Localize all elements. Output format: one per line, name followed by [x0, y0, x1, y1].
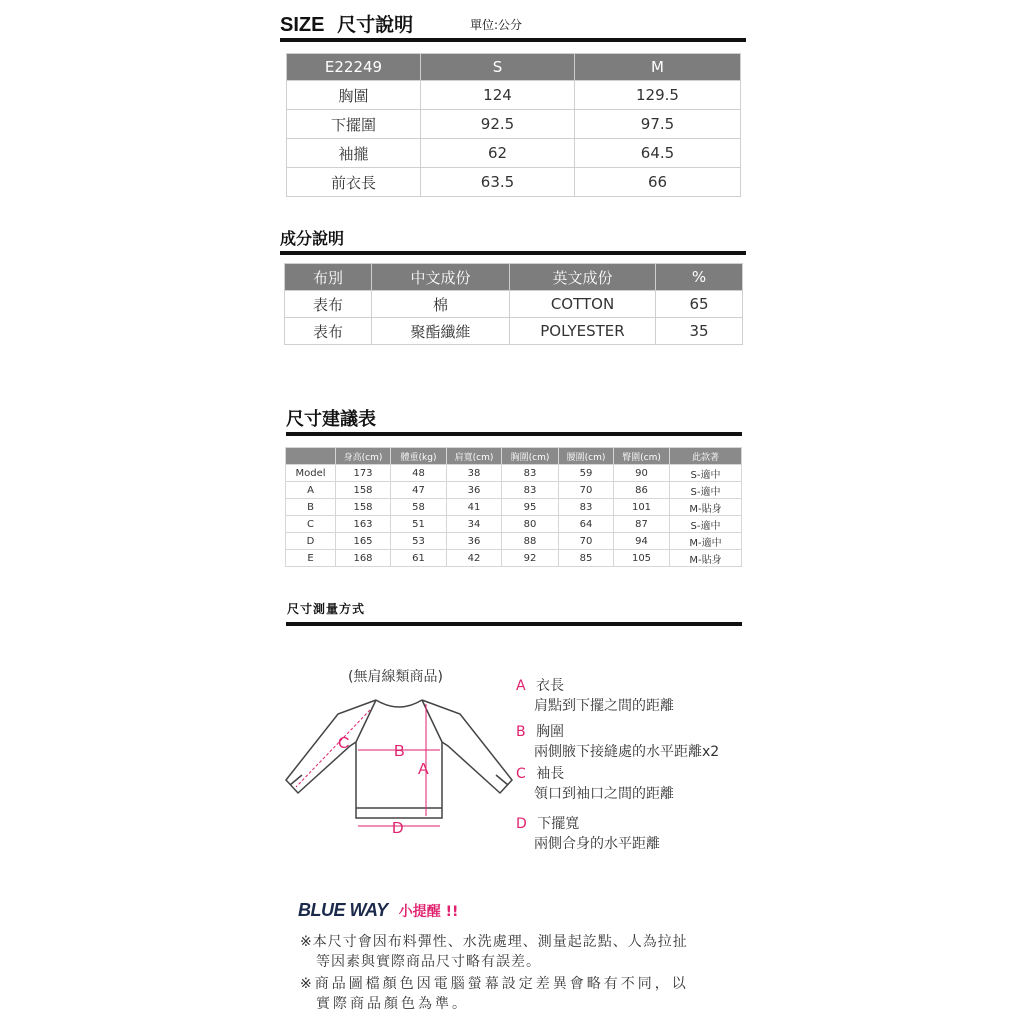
recommend-table-header-cell: 身高(cm)	[336, 448, 391, 465]
recommend-table-cell: 94	[614, 533, 670, 550]
recommend-table-cell: M-適中	[670, 533, 742, 550]
recommend-table-header	[286, 448, 742, 465]
recommend-table-cell: 101	[614, 499, 670, 516]
legend-desc: 肩點到下擺之間的距離	[534, 698, 674, 714]
recommend-table-row	[286, 499, 742, 516]
legend-desc: 兩側合身的水平距離	[534, 836, 660, 852]
recommend-table-row	[286, 482, 742, 499]
size-table-row	[287, 81, 741, 110]
recommend-table-header-cell: 腰圍(cm)	[559, 448, 614, 465]
legend-letter: C	[516, 766, 526, 782]
size-table-cell: 下擺圍	[287, 110, 421, 139]
size-title-en: SIZE	[280, 14, 325, 36]
size-unit: 單位:公分	[470, 18, 523, 32]
recommend-table-cell: 58	[391, 499, 447, 516]
recommend-title: 尺寸建議表	[286, 409, 376, 430]
legend-name: 衣長	[536, 678, 565, 694]
legend-item-d	[516, 814, 660, 854]
recommend-table	[285, 447, 742, 567]
size-table-row	[287, 139, 741, 168]
reminder-header	[298, 900, 458, 921]
recommend-table-cell: 173	[336, 465, 391, 482]
recommend-table-cell: 36	[447, 482, 502, 499]
brand-logo: BLUE WAY	[298, 900, 388, 920]
size-table-cell: 92.5	[421, 110, 575, 139]
reminder-note-1	[300, 932, 688, 972]
recommend-table-cell: 48	[391, 465, 447, 482]
diagram-label-d: D	[392, 820, 404, 837]
recommend-table-cell: 158	[336, 499, 391, 516]
legend-letter: A	[516, 678, 526, 694]
composition-table-cell: COTTON	[510, 291, 656, 318]
legend-name: 下擺寬	[537, 816, 580, 832]
recommend-table-cell: 90	[614, 465, 670, 482]
recommend-table-header-cell: 此款著	[670, 448, 742, 465]
composition-table-cell: 棉	[372, 291, 510, 318]
diagram-label-a: A	[418, 761, 429, 778]
recommend-table-cell: 83	[502, 482, 559, 499]
recommend-table-cell: E	[286, 550, 336, 567]
legend-name: 胸圍	[536, 724, 565, 740]
sweater-diagram	[276, 690, 516, 840]
composition-table-header	[285, 264, 743, 291]
composition-table	[284, 263, 743, 345]
size-table-cell: 胸圍	[287, 81, 421, 110]
recommend-table-cell: 53	[391, 533, 447, 550]
note-1-line-1: ※本尺寸會因布料彈性、水洗處理、測量起訖點、人為拉扯	[300, 934, 688, 950]
legend-letter: B	[516, 724, 526, 740]
recommend-table-cell: S-適中	[670, 465, 742, 482]
diagram-caption: (無肩線類商品)	[348, 669, 443, 685]
reminder-note-2	[300, 974, 689, 1014]
recommend-table-cell: M-貼身	[670, 499, 742, 516]
size-table-header	[287, 54, 741, 81]
recommend-table-header-cell: 肩寬(cm)	[447, 448, 502, 465]
size-title	[280, 10, 413, 37]
recommend-table-cell: 165	[336, 533, 391, 550]
legend-item-a	[516, 676, 674, 716]
composition-table-header-cell: 布別	[285, 264, 372, 291]
composition-table-cell: 表布	[285, 291, 372, 318]
diagram-label-b: B	[394, 743, 405, 760]
composition-table-cell: 65	[656, 291, 743, 318]
recommend-table-cell: Model	[286, 465, 336, 482]
composition-rule	[280, 251, 746, 255]
recommend-table-cell: S-適中	[670, 482, 742, 499]
composition-table-cell: 表布	[285, 318, 372, 345]
recommend-table-cell: 38	[447, 465, 502, 482]
size-rule	[280, 38, 746, 42]
recommend-table-header-cell: 胸圍(cm)	[502, 448, 559, 465]
measure-title: 尺寸測量方式	[287, 602, 366, 616]
recommend-table-cell: 61	[391, 550, 447, 567]
recommend-table-row	[286, 465, 742, 482]
reminder-title: 小提醒 !!	[398, 904, 459, 920]
size-table-cell: 前衣長	[287, 168, 421, 197]
composition-table-header-cell: 英文成份	[510, 264, 656, 291]
recommend-table-header-cell: 臀圍(cm)	[614, 448, 670, 465]
size-table-row	[287, 168, 741, 197]
recommend-table-cell: 80	[502, 516, 559, 533]
recommend-table-cell: 83	[502, 465, 559, 482]
note-1-line-2: 等因素與實際商品尺寸略有誤差。	[316, 954, 541, 970]
recommend-table-cell: 92	[502, 550, 559, 567]
recommend-table-cell: 59	[559, 465, 614, 482]
recommend-table-cell: 34	[447, 516, 502, 533]
recommend-table-cell: 168	[336, 550, 391, 567]
recommend-table-cell: 70	[559, 533, 614, 550]
measure-rule	[286, 622, 742, 626]
size-table-header-cell: M	[575, 54, 741, 81]
recommend-table-cell: 36	[447, 533, 502, 550]
legend-item-c	[516, 764, 674, 804]
legend-desc: 領口到袖口之間的距離	[534, 786, 674, 802]
recommend-table-cell: 105	[614, 550, 670, 567]
legend-name: 袖長	[536, 766, 565, 782]
size-table-cell: 124	[421, 81, 575, 110]
recommend-table-cell: 42	[447, 550, 502, 567]
recommend-table-cell: 158	[336, 482, 391, 499]
size-table-cell: 66	[575, 168, 741, 197]
recommend-table-cell: M-貼身	[670, 550, 742, 567]
recommend-table-cell: 85	[559, 550, 614, 567]
recommend-table-cell: 83	[559, 499, 614, 516]
recommend-table-cell: 163	[336, 516, 391, 533]
legend-item-b	[516, 722, 719, 762]
legend-desc: 兩側腋下接縫處的水平距離x2	[534, 744, 720, 760]
recommend-table-cell: 41	[447, 499, 502, 516]
recommend-rule	[286, 432, 742, 436]
recommend-table-cell: D	[286, 533, 336, 550]
recommend-table-row	[286, 550, 742, 567]
recommend-table-cell: 88	[502, 533, 559, 550]
recommend-table-row	[286, 533, 742, 550]
recommend-table-cell: 86	[614, 482, 670, 499]
recommend-table-cell: A	[286, 482, 336, 499]
recommend-table-header-cell	[286, 448, 336, 465]
diagram-label-c: C	[338, 735, 350, 752]
composition-table-cell: 聚酯纖維	[372, 318, 510, 345]
size-table-cell: 63.5	[421, 168, 575, 197]
recommend-table-row	[286, 516, 742, 533]
recommend-table-header-cell: 體重(kg)	[391, 448, 447, 465]
size-table-cell: 62	[421, 139, 575, 168]
composition-title: 成分說明	[280, 229, 345, 248]
size-table	[286, 53, 741, 197]
size-table-row	[287, 110, 741, 139]
composition-table-header-cell: %	[656, 264, 743, 291]
size-table-cell: 袖攏	[287, 139, 421, 168]
composition-table-header-cell: 中文成份	[372, 264, 510, 291]
recommend-table-cell: S-適中	[670, 516, 742, 533]
recommend-table-cell: 87	[614, 516, 670, 533]
recommend-table-cell: 64	[559, 516, 614, 533]
size-title-zh: 尺寸說明	[337, 14, 414, 36]
note-2-line-1: ※商品圖檔顏色因電腦螢幕設定差異會略有不同，以	[300, 976, 689, 992]
recommend-table-cell: C	[286, 516, 336, 533]
composition-table-row	[285, 291, 743, 318]
recommend-table-cell: 70	[559, 482, 614, 499]
recommend-table-cell: B	[286, 499, 336, 516]
recommend-table-cell: 95	[502, 499, 559, 516]
recommend-table-cell: 51	[391, 516, 447, 533]
composition-table-row	[285, 318, 743, 345]
size-table-header-cell: E22249	[287, 54, 421, 81]
legend-letter: D	[516, 816, 527, 832]
size-table-header-cell: S	[421, 54, 575, 81]
size-table-cell: 64.5	[575, 139, 741, 168]
composition-table-cell: 35	[656, 318, 743, 345]
recommend-table-cell: 47	[391, 482, 447, 499]
composition-table-cell: POLYESTER	[510, 318, 656, 345]
size-table-cell: 97.5	[575, 110, 741, 139]
size-table-cell: 129.5	[575, 81, 741, 110]
note-2-line-2: 實際商品顏色為準。	[316, 996, 469, 1012]
